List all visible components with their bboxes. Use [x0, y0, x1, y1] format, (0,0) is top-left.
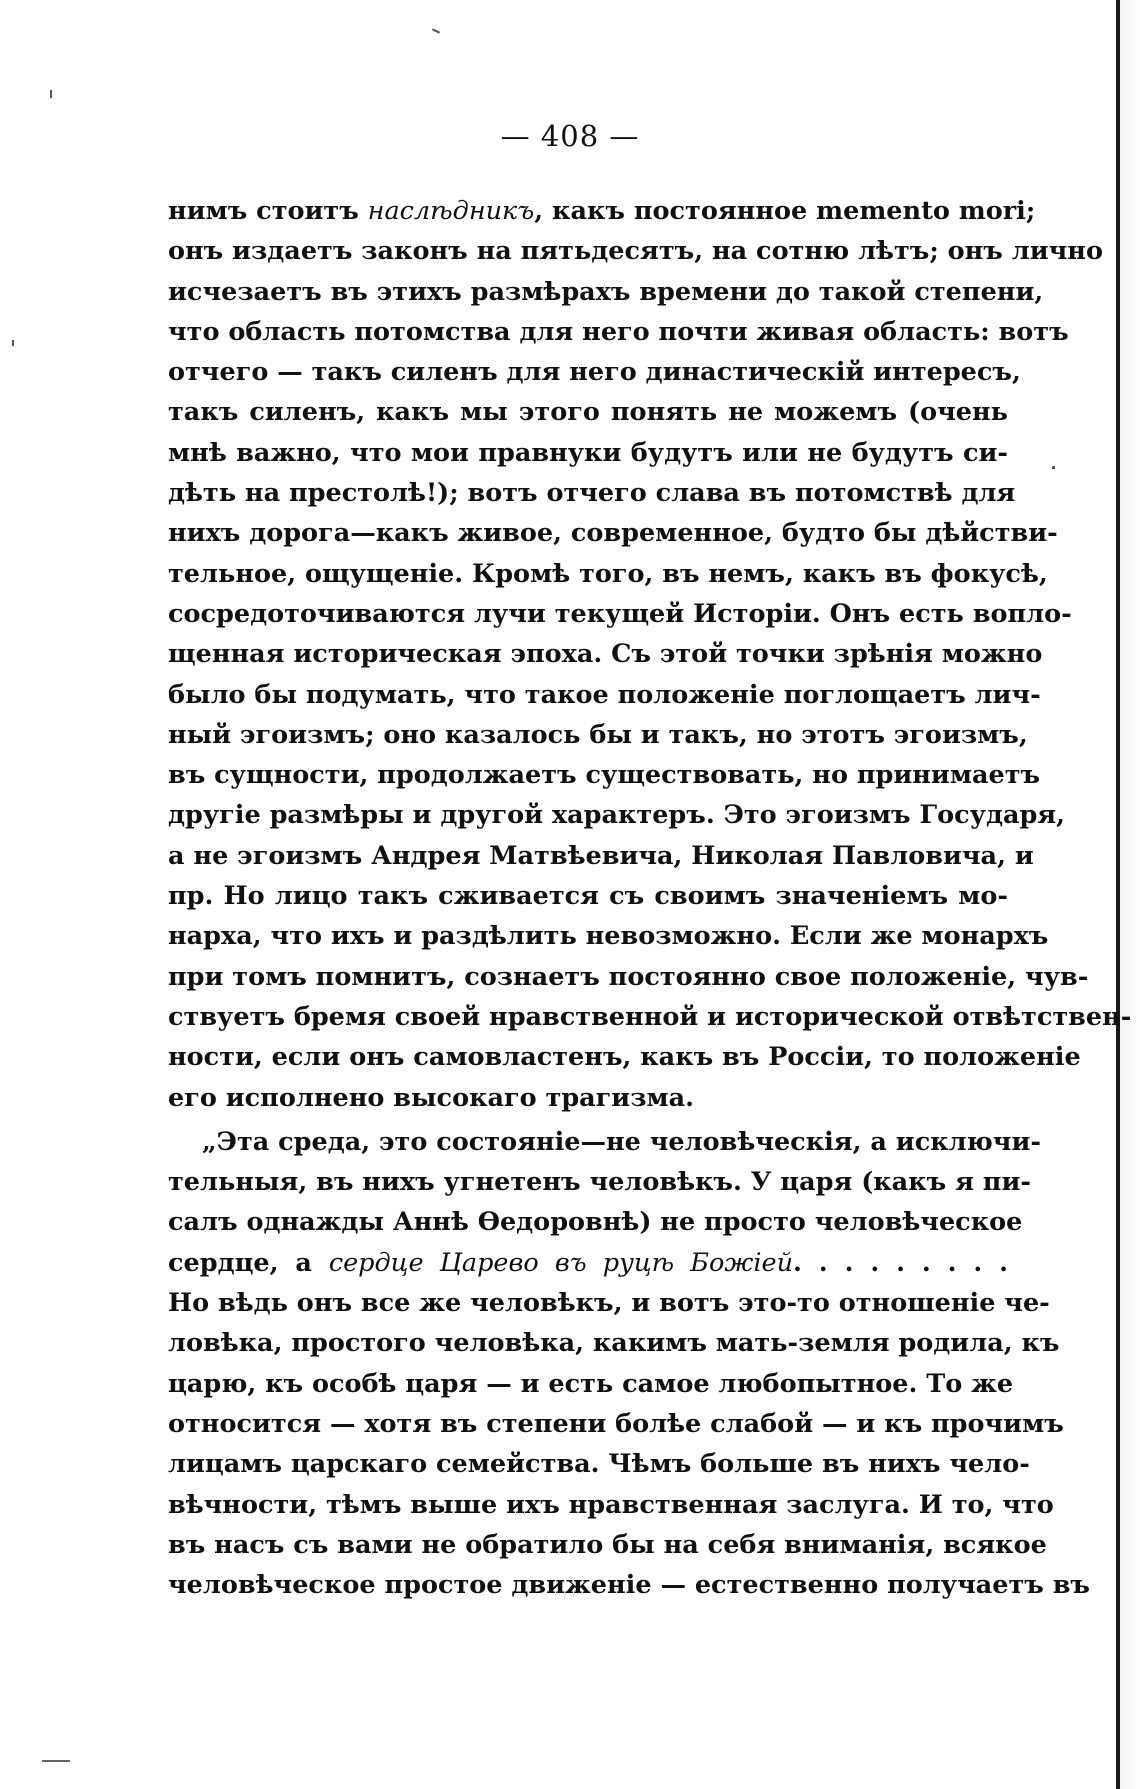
body-text	[168, 191, 1132, 1605]
text-span: мнѣ важно, что мои правнуки будутъ или не будутъ си-	[168, 437, 1008, 468]
text-span: , какъ постоянное memento mori;	[534, 196, 1036, 226]
text-span: было бы подумать, что такое положеніе поглощаетъ лич-	[168, 679, 1041, 710]
text-span: „Эта среда, это состояніе—не человѣческія, а исключи-	[202, 1126, 1041, 1157]
text-span: въ насъ съ вами не обратило бы на себя вниманія, всякое	[168, 1529, 1047, 1560]
text-span: а не эгоизмъ Андрея Матвѣевича, Николая Павловича, и	[168, 840, 1034, 871]
paragraph	[168, 191, 1132, 1118]
text-span: человѣческое простое движеніе — естественно получаетъ въ	[168, 1570, 1090, 1601]
text-line	[168, 675, 1041, 715]
text-line	[168, 1323, 1060, 1363]
text-line	[168, 755, 1041, 795]
text-line	[168, 1525, 1047, 1565]
text-line	[168, 1162, 1031, 1202]
text-span: исчезаетъ въ этихъ размѣрахъ времени до такой степени,	[168, 276, 1044, 307]
text-line	[168, 352, 1021, 392]
text-span: что область потомства для него почти живая область: вотъ	[168, 316, 1069, 347]
text-line	[168, 1364, 1014, 1404]
text-span: сердце, а	[168, 1247, 329, 1278]
text-span: тельныя, въ нихъ угнетенъ человѣкъ. У царя (какъ я пи-	[168, 1167, 1031, 1198]
text-span: относится — хотя въ степени болѣе слабой — и къ прочимъ	[168, 1408, 1064, 1439]
text-line	[168, 1078, 1008, 1118]
page-edge-line	[1116, 0, 1120, 1789]
text-line	[168, 513, 1058, 553]
text-span: пр. Но лицо такъ сживается съ своимъ значеніемъ мо-	[168, 881, 1008, 912]
text-line	[168, 473, 1016, 513]
text-span: ловѣка, простого человѣка, какимъ мать-земля родила, къ	[168, 1328, 1060, 1359]
text-line	[168, 795, 1066, 835]
text-line	[168, 1122, 1041, 1162]
text-span: вѣчности, тѣмъ выше ихъ нравственная заслуга. И то, что	[168, 1489, 1054, 1520]
italic-span: сердце Царево въ руцѣ Божіей	[328, 1247, 794, 1278]
text-span: сосредоточиваются лучи текущей Исторіи. Онъ есть вопло-	[168, 598, 1072, 629]
text-span: нарха, что ихъ и раздѣлить невозможно. Если же монархъ	[168, 921, 1049, 952]
text-span: другіе размѣры и другой характеръ. Это эгоизмъ Государя,	[168, 800, 1066, 831]
text-span: салъ однажды Аннѣ Ѳедоровнѣ) не просто человѣческое	[168, 1207, 1023, 1238]
page-number: — 408 —	[500, 119, 640, 153]
text-span: . . . . . . . . .	[793, 1247, 1009, 1278]
paragraph	[168, 1122, 1090, 1606]
text-span: отчего — такъ силенъ для него династическій интересъ,	[168, 357, 1021, 388]
text-line	[168, 433, 1008, 473]
text-line	[168, 957, 1089, 997]
text-span: его исполнено высокаго трагизма.	[168, 1082, 695, 1113]
text-line	[168, 1485, 1054, 1525]
text-line	[168, 715, 1028, 755]
text-line	[168, 997, 1132, 1037]
text-span: тельное, ощущеніе. Кромѣ того, въ немъ, какъ въ фокусѣ,	[168, 558, 1048, 589]
text-line	[168, 1037, 1081, 1077]
ink-speck	[42, 1760, 70, 1762]
ink-speck	[12, 340, 14, 346]
text-line	[168, 272, 1044, 312]
text-span: дѣть на престолѣ!); вотъ отчего слава въ потомствѣ для	[168, 478, 1016, 509]
text-line	[168, 1404, 1064, 1444]
page-edge-shadow	[1120, 0, 1140, 1789]
text-span: онъ издаетъ законъ на пятьдесятъ, на сотню лѣтъ; онъ лично	[168, 236, 1103, 267]
text-span: лицамъ царскаго семейства. Чѣмъ больше въ нихъ чело-	[168, 1449, 1030, 1480]
text-line	[168, 1243, 1008, 1283]
text-span: нихъ дорога—какъ живое, современное, будто бы дѣйстви-	[168, 518, 1058, 549]
text-line	[168, 1565, 1090, 1605]
text-line	[168, 1444, 1030, 1484]
text-span: царю, къ особѣ царя — и есть самое любопытное. То же	[168, 1368, 1014, 1399]
text-line	[168, 1283, 1050, 1323]
text-span: нимъ стоитъ	[168, 196, 368, 226]
text-line	[168, 392, 1008, 432]
text-line	[168, 191, 1036, 231]
text-span: Но вѣдь онъ все же человѣкъ, и вотъ это-то отношеніе че-	[168, 1288, 1050, 1319]
text-line	[168, 231, 1103, 271]
text-span: въ сущности, продолжаетъ существовать, но принимаетъ	[168, 760, 1041, 791]
text-span: ности, если онъ самовластенъ, какъ въ Россіи, то положеніе	[168, 1042, 1081, 1073]
text-line	[168, 876, 1008, 916]
text-line	[168, 554, 1048, 594]
ink-speck	[432, 28, 440, 33]
text-line	[168, 312, 1069, 352]
text-line	[168, 1202, 1023, 1242]
text-line	[168, 634, 1043, 674]
text-span: при томъ помнитъ, сознаетъ постоянно свое положеніе, чув-	[168, 961, 1089, 992]
text-line	[168, 916, 1049, 956]
text-span: щенная историческая эпоха. Съ этой точки зрѣнія можно	[168, 639, 1043, 670]
text-span: ный эгоизмъ; оно казалось бы и такъ, но этотъ эгоизмъ,	[168, 719, 1028, 750]
text-span: такъ силенъ, какъ мы этого понять не можемъ (очень	[168, 397, 1008, 428]
italic-span: наслѣдникъ	[367, 196, 535, 226]
text-line	[168, 594, 1072, 634]
text-line	[168, 836, 1034, 876]
ink-speck	[50, 90, 52, 98]
text-span: ствуетъ бремя своей нравственной и исторической отвѣтствен-	[168, 1001, 1132, 1032]
ink-speck	[1052, 466, 1055, 469]
